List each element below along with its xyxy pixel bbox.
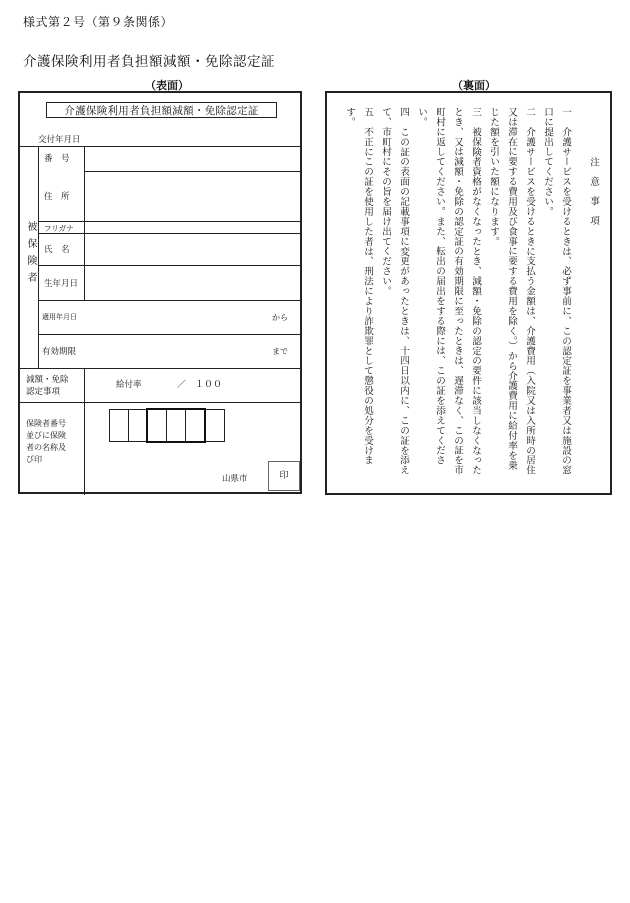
note-item <box>538 107 574 479</box>
insurer-number-boxes <box>109 409 225 442</box>
note-number: 四 <box>398 107 409 117</box>
insurer-name: 山県市 <box>222 474 248 484</box>
note-number: 一 <box>560 107 571 117</box>
certificate-back <box>325 91 612 495</box>
note-number: 二 <box>524 107 535 117</box>
back-side-label: （裏面） <box>452 79 496 92</box>
number-label: 番 号 <box>44 154 70 164</box>
birthdate-label: 生年月日 <box>44 279 79 289</box>
front-side-label: （表面） <box>145 79 189 92</box>
validity-period-label: 有効期限 <box>42 347 77 357</box>
note-item <box>340 107 376 479</box>
reduction-label-line1: 減額・免除 <box>26 375 69 385</box>
note-number: 三 <box>470 107 481 117</box>
insurer-label-line4: び印 <box>26 455 42 464</box>
seal-box <box>268 461 300 491</box>
note-text: 介護サービスを受けるときに支払う金額は、介護費用（入院又は入所時の居住又は滞在に要する費用及び食事に要する費用を除く。）から介護費用に給付率を乗じた額を引いた額になります。 <box>488 107 535 476</box>
insurer-label-line2: 並びに保険 <box>26 431 66 440</box>
page-title: 介護保険利用者負担額減額・免除認定証 <box>23 54 275 70</box>
note-item <box>376 107 412 479</box>
until-label: まで <box>272 347 288 356</box>
benefit-rate-value: ／ １００ <box>177 380 223 390</box>
note-text: 介護サービスを受けるときは、必ず事前に、この認定証を事業者又は施設の窓口に提出してください。 <box>542 107 571 476</box>
address-label: 住 所 <box>44 192 70 202</box>
insurer-label-line3: 者の名称及 <box>26 443 66 452</box>
note-number: 五 <box>362 107 373 117</box>
notes-title: 注意事項 <box>588 157 599 236</box>
seal-label: 印 <box>279 471 289 481</box>
from-label: から <box>272 313 288 322</box>
certificate-front <box>18 91 302 494</box>
name-label: 氏 名 <box>44 245 70 255</box>
benefit-rate-label: 給付率 <box>116 380 142 390</box>
note-item <box>412 107 484 479</box>
note-item <box>484 107 538 479</box>
form-number: 様式第２号（第９条関係） <box>23 15 174 29</box>
card-title: 介護保険利用者負担額減額・免除認定証 <box>46 102 277 118</box>
notes-body <box>340 107 602 479</box>
furigana-label: フリガナ <box>44 224 74 233</box>
issue-date-label: 交付年月日 <box>38 135 81 145</box>
note-text: この証の表面の記載事項に変更があったときは、十四日以内に、この証を添えて、市町村にその旨を届け出てください。 <box>380 107 409 476</box>
applicable-date-label: 適用年月日 <box>42 313 77 321</box>
note-text: 不正にこの証を使用した者は、刑法により詐欺罪として懲役の処分を受けます。 <box>344 107 373 466</box>
insured-person-group-label: 被保険者 <box>25 221 36 289</box>
insurer-label-line1: 保険者番号 <box>26 419 66 428</box>
note-text: 被保険者資格がなくなったとき、減額・免除の認定の要件に該当しなくなったとき、又は減額・免除の認定証の有効期限に至ったときは、遅滞なく、この証を市町村に返してください。また、転出の届出をする際には、この証を添えてください。 <box>416 107 481 476</box>
reduction-label-line2: 認定事項 <box>26 387 61 397</box>
